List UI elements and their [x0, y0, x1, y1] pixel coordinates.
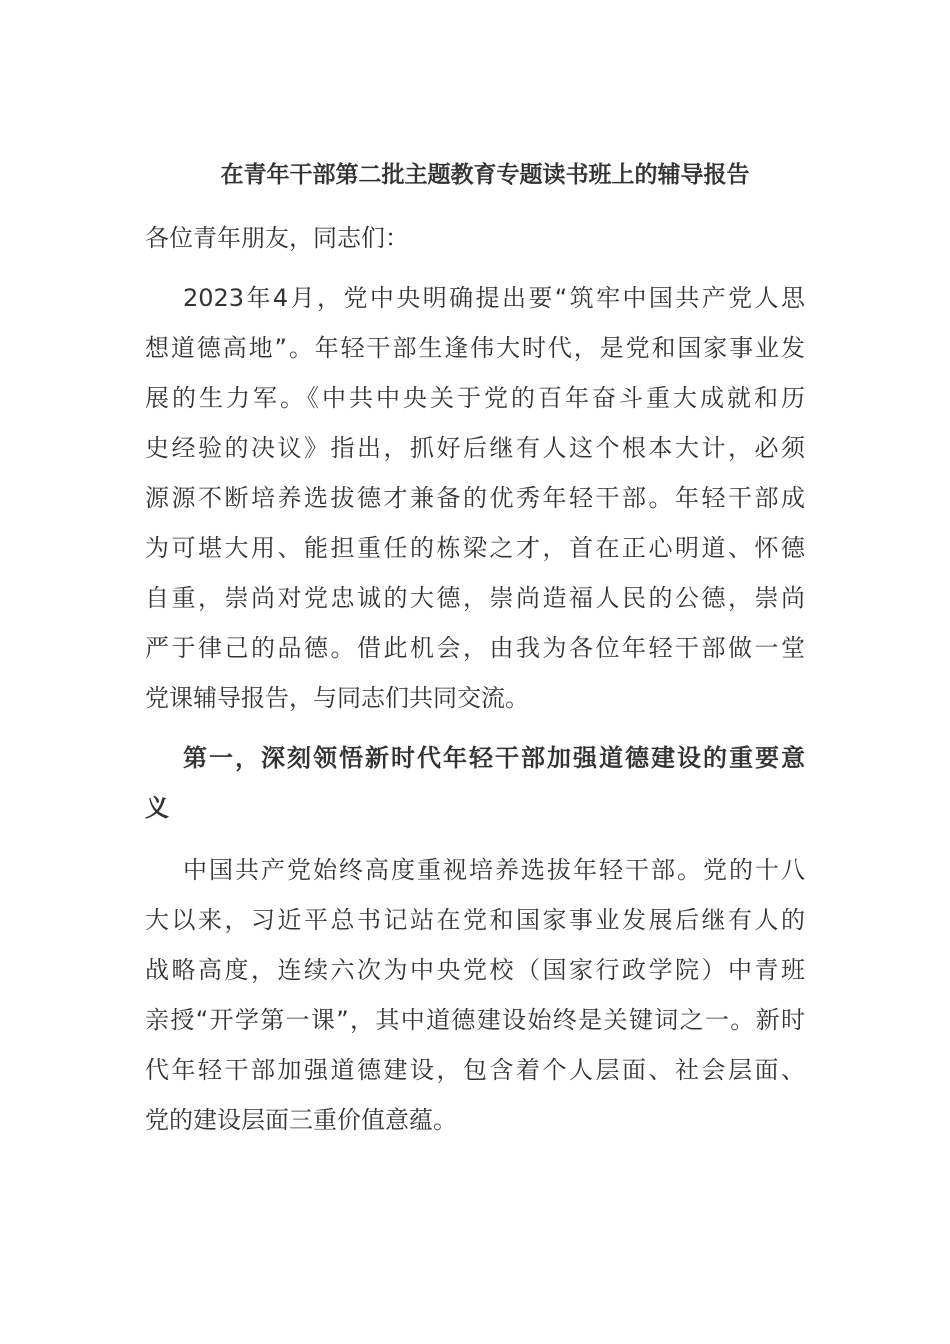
paragraph-line: 党的建设层面三重价值意蕴。 [145, 1106, 457, 1134]
heading-line: 第一，深刻领悟新时代年轻干部加强道德建设的重要意 [183, 744, 805, 772]
paragraph-line: 想道德高地”。年轻干部生逢伟大时代，是党和国家事业发 [145, 334, 805, 362]
paragraph-line: 战略高度，连续六次为中央党校（国家行政学院）中青班 [145, 956, 805, 984]
paragraph-line: 源源不断培养选拔德才兼备的优秀年轻干部。年轻干部成 [145, 484, 805, 512]
paragraph-line: 史经验的决议》指出，抓好后继有人这个根本大计，必须 [145, 434, 805, 462]
paragraph-line: 为可堪大用、能担重任的栋梁之才，首在正心明道、怀德 [145, 534, 805, 562]
paragraph-line: 严于律己的品德。借此机会，由我为各位年轻干部做一堂 [145, 634, 805, 662]
paragraph-line: 大以来，习近平总书记站在党和国家事业发展后继有人的 [145, 906, 805, 934]
paragraph-line: 党课辅导报告，与同志们共同交流。 [145, 684, 529, 712]
paragraph-line: 亲授“开学第一课”，其中道德建设始终是关键词之一。新时 [145, 1006, 805, 1034]
paragraph-line: 自重，崇尚对党忠诚的大德，崇尚造福人民的公德，崇尚 [145, 584, 805, 612]
paragraph-line: 代年轻干部加强道德建设，包含着个人层面、社会层面、 [145, 1056, 805, 1084]
paragraph-line: 2023年4月，党中央明确提出要“筑牢中国共产党人思 [183, 284, 805, 312]
document-title: 在青年干部第二批主题教育专题读书班上的辅导报告 [220, 162, 750, 188]
section-heading-1 [145, 733, 805, 833]
greeting [145, 213, 805, 263]
paragraph-1 [145, 273, 805, 723]
greeting-text: 各位青年朋友，同志们： [145, 224, 409, 252]
heading-line: 义 [145, 794, 169, 822]
paragraph-line: 展的生力军。《中共中央关于党的百年奋斗重大成就和历 [145, 384, 805, 412]
paragraph-line: 中国共产党始终高度重视培养选拔年轻干部。党的十八 [183, 856, 805, 884]
paragraph-2 [145, 845, 805, 1145]
